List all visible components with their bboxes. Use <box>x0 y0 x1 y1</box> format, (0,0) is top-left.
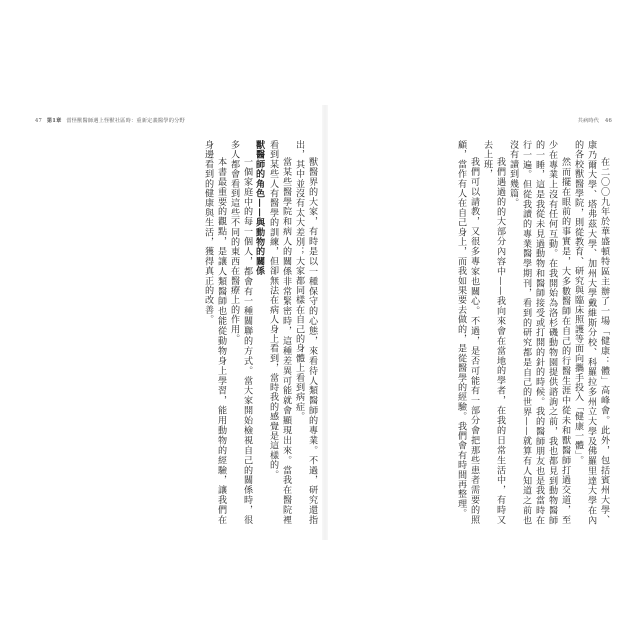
right-page-header <box>578 117 612 124</box>
section-subheading: 獸醫師的角色——與動物的關係 <box>254 140 265 276</box>
paragraph: 在二〇〇九年於華盛頓特區主辦了一場「健康：體」高峰會。此外，包括賓州大學、康乃爾大學、塔弗茲大學、加州大學戴維斯分校、科羅拉多州立大學及佛羅里達大學在內的各校獸醫學院，則從教育、研究與臨床照護等面向攜手投入「健康一體」。 <box>573 140 609 525</box>
paragraph: 一個家庭中的每一個人，都會有一種關聯的方式。當大家開始檢視自己的關係時，很多人都會看到這些不同的東西在醫療上的作用。 <box>229 140 252 525</box>
book-title: 共病時代 <box>577 118 600 124</box>
left-page-header <box>35 117 185 124</box>
right-page-number: 46 <box>604 118 612 124</box>
chapter-title: 當怪獸醫師遇上怪獸社區時：重新定義醫學的分野 <box>66 118 185 124</box>
chapter-label: 第1章 <box>46 118 62 124</box>
paragraph: 當某些醫學院和病人的關係非常緊密時，這種差異可能就會顯現出來。當我在醫院裡看到某些人有醫學的訓練，但卻無法在病人身上看到，當時我的感覺是這樣的。 <box>268 140 291 525</box>
paragraph: 我們遇過的的大部分內容中——我向來會在當地的學者，在我的日常生活中，有時又去上班， <box>482 140 505 525</box>
paragraph: 本書最重要的觀點，是讓人類醫師也能從動物身上學習，能用動物的經驗，讓我們在身邊看到的健康與生活，獲得真正的改善。 <box>203 140 226 525</box>
left-page-number: 47 <box>35 118 43 124</box>
left-page-body <box>40 140 318 525</box>
book-gutter <box>322 105 328 540</box>
paragraph: 我們可以請教，又很多專家也關心。不過，是否可能有一部分會把那些患者需要的照顧，當作有人在自己身上，而我如果要去做的，是從醫學的經驗。我們會有時間再整理。 <box>456 140 479 525</box>
paragraph: 然而擺在眼前的事實是，大多數醫師在自己的行醫生涯中從未和獸醫師打過交道，至少在專業上沒有任何互動。在我開始為洛杉磯動物園提供諮詢之前，我也都見到動物醫師的一睡，這是我從未見過動物和醫師接受或打開的針的時候。我的醫師朋友也是我當時在行一遍。但從我讀的專業醫學期刊，看到的研究都是自己的世界——就算有人知道之前也沒有讀到幾篇。 <box>508 140 570 525</box>
paragraph: 獸醫界的大家，有時是以一種保守的心態，來看待人類醫師的專業。不過，研究還指出，其中並沒有太大差別；大家都同樣在自己的身體上看到病症。 <box>294 140 317 525</box>
right-page-body <box>336 140 610 525</box>
